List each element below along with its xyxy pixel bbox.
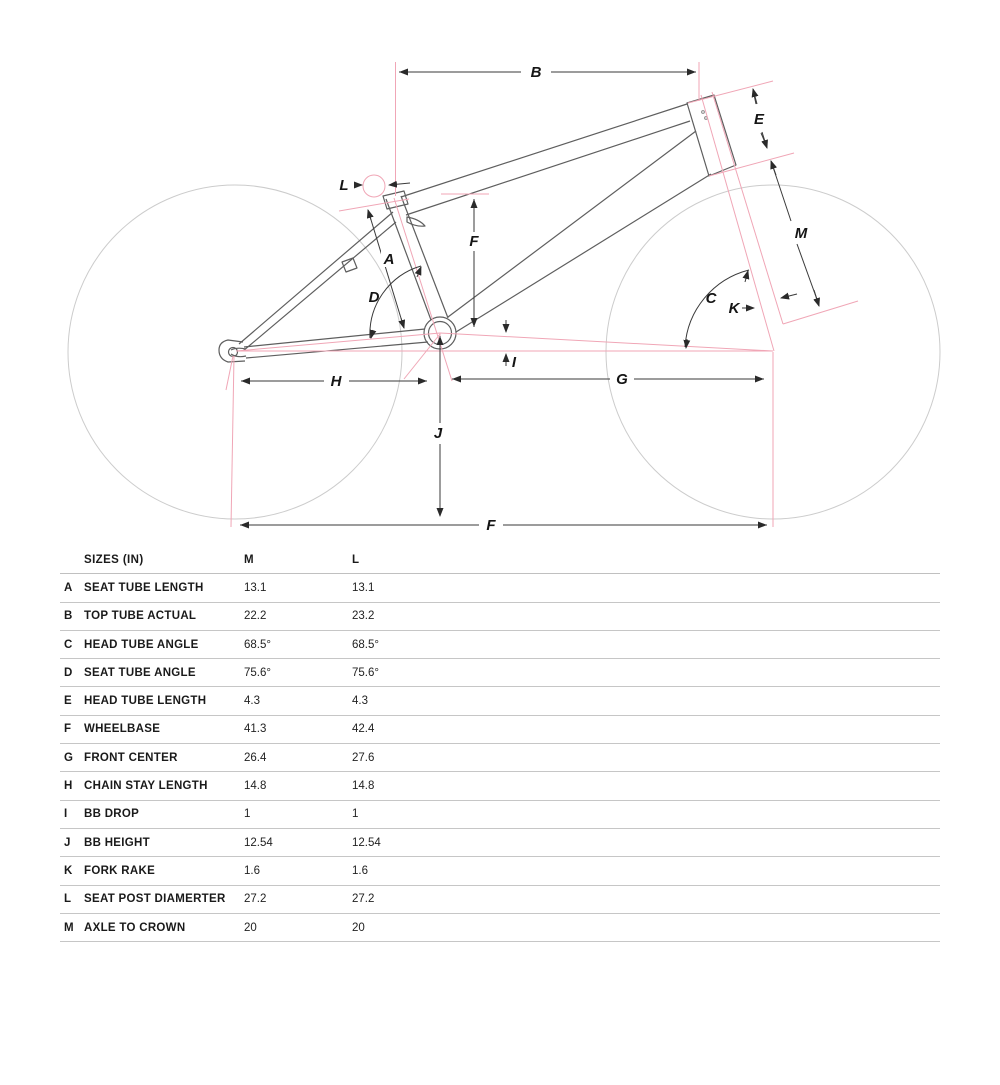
row-letter: B [64, 610, 73, 623]
row-name: WHEELBASE [84, 723, 161, 736]
table-row [60, 857, 940, 885]
frame-outline [219, 95, 736, 362]
table-row [60, 659, 940, 687]
dim-label-h: H [330, 373, 342, 390]
chain-stays [244, 329, 428, 358]
row-value-m: 26.4 [244, 751, 267, 764]
row-name: BB DROP [84, 808, 140, 821]
row-name: CHAIN STAY LENGTH [84, 780, 208, 793]
table-row [60, 603, 940, 631]
row-letter: D [64, 666, 73, 679]
row-value-l: 1 [352, 808, 359, 821]
dimension-lines [240, 72, 819, 525]
row-name: AXLE TO CROWN [84, 921, 186, 934]
row-value-l: 4.3 [352, 695, 368, 708]
row-value-m: 22.2 [244, 610, 267, 623]
top-tube [401, 104, 690, 215]
row-name: HEAD TUBE LENGTH [84, 695, 207, 708]
row-value-m: 20 [244, 921, 257, 934]
dim-label-m: M [794, 225, 808, 242]
row-value-l: 23.2 [352, 610, 375, 623]
dim-label-b: B [530, 64, 542, 81]
table-row [60, 687, 940, 715]
row-name: HEAD TUBE ANGLE [84, 638, 199, 651]
row-name: SEAT TUBE ANGLE [84, 666, 196, 679]
row-name: SEAT POST DIAMERTER [84, 893, 226, 906]
row-value-m: 4.3 [244, 695, 260, 708]
header-size-l: L [352, 553, 360, 566]
row-letter: K [64, 864, 73, 877]
dim-label-j: J [433, 425, 443, 442]
dim-label-k: K [728, 300, 740, 317]
table-row [60, 744, 940, 772]
dim-label-f-standover: F [469, 233, 479, 250]
row-name: TOP TUBE ACTUAL [84, 610, 197, 623]
table-row [60, 716, 940, 744]
table-header-row [60, 546, 940, 574]
row-value-l: 1.6 [352, 864, 368, 877]
table-row [60, 886, 940, 914]
row-value-l: 27.2 [352, 893, 375, 906]
dim-label-c: C [705, 290, 717, 307]
row-value-l: 13.1 [352, 581, 375, 594]
down-tube [448, 131, 711, 332]
row-letter: L [64, 893, 72, 906]
row-value-l: 20 [352, 921, 365, 934]
dim-label-l: L [339, 177, 349, 194]
row-value-m: 41.3 [244, 723, 267, 736]
row-letter: M [64, 921, 74, 934]
row-value-m: 75.6° [244, 666, 271, 679]
row-value-m: 68.5° [244, 638, 271, 651]
table-row [60, 772, 940, 800]
row-value-l: 42.4 [352, 723, 375, 736]
seat-post-diameter-circle [363, 175, 385, 197]
dim-label-i: I [511, 354, 517, 371]
row-value-m: 12.54 [244, 836, 273, 849]
row-letter: I [64, 808, 68, 821]
row-value-m: 14.8 [244, 780, 267, 793]
dim-label-f-wheelbase: F [486, 517, 496, 534]
header-sizes: SIZES (IN) [84, 553, 144, 566]
row-letter: H [64, 780, 73, 793]
table-row [60, 914, 940, 942]
row-value-m: 27.2 [244, 893, 267, 906]
row-letter: J [64, 836, 71, 849]
row-value-l: 27.6 [352, 751, 375, 764]
dim-label-e: E [753, 111, 765, 128]
construction-lines [226, 62, 858, 527]
row-letter: C [64, 638, 73, 651]
row-value-m: 1.6 [244, 864, 260, 877]
header-size-m: M [244, 553, 254, 566]
table-row [60, 801, 940, 829]
dim-label-d: D [368, 289, 380, 306]
table-row [60, 574, 940, 602]
dim-label-g: G [616, 371, 628, 388]
rear-wheel-circle [68, 185, 402, 519]
row-name: SEAT TUBE LENGTH [84, 581, 204, 594]
row-value-l: 12.54 [352, 836, 381, 849]
row-name: FORK RAKE [84, 864, 156, 877]
row-letter: A [64, 581, 73, 594]
row-value-m: 1 [244, 808, 251, 821]
row-value-l: 14.8 [352, 780, 375, 793]
row-value-m: 13.1 [244, 581, 267, 594]
row-letter: F [64, 723, 72, 736]
row-letter: E [64, 695, 72, 708]
row-value-l: 75.6° [352, 666, 379, 679]
head-tube [687, 95, 736, 176]
row-name: FRONT CENTER [84, 751, 178, 764]
table-row [60, 631, 940, 659]
wheel-circles [68, 185, 940, 519]
table-row [60, 829, 940, 857]
row-letter: G [64, 751, 74, 764]
row-name: BB HEIGHT [84, 836, 150, 849]
geometry-spec-table [60, 546, 940, 942]
dim-label-a: A [383, 251, 395, 268]
row-value-l: 68.5° [352, 638, 379, 651]
